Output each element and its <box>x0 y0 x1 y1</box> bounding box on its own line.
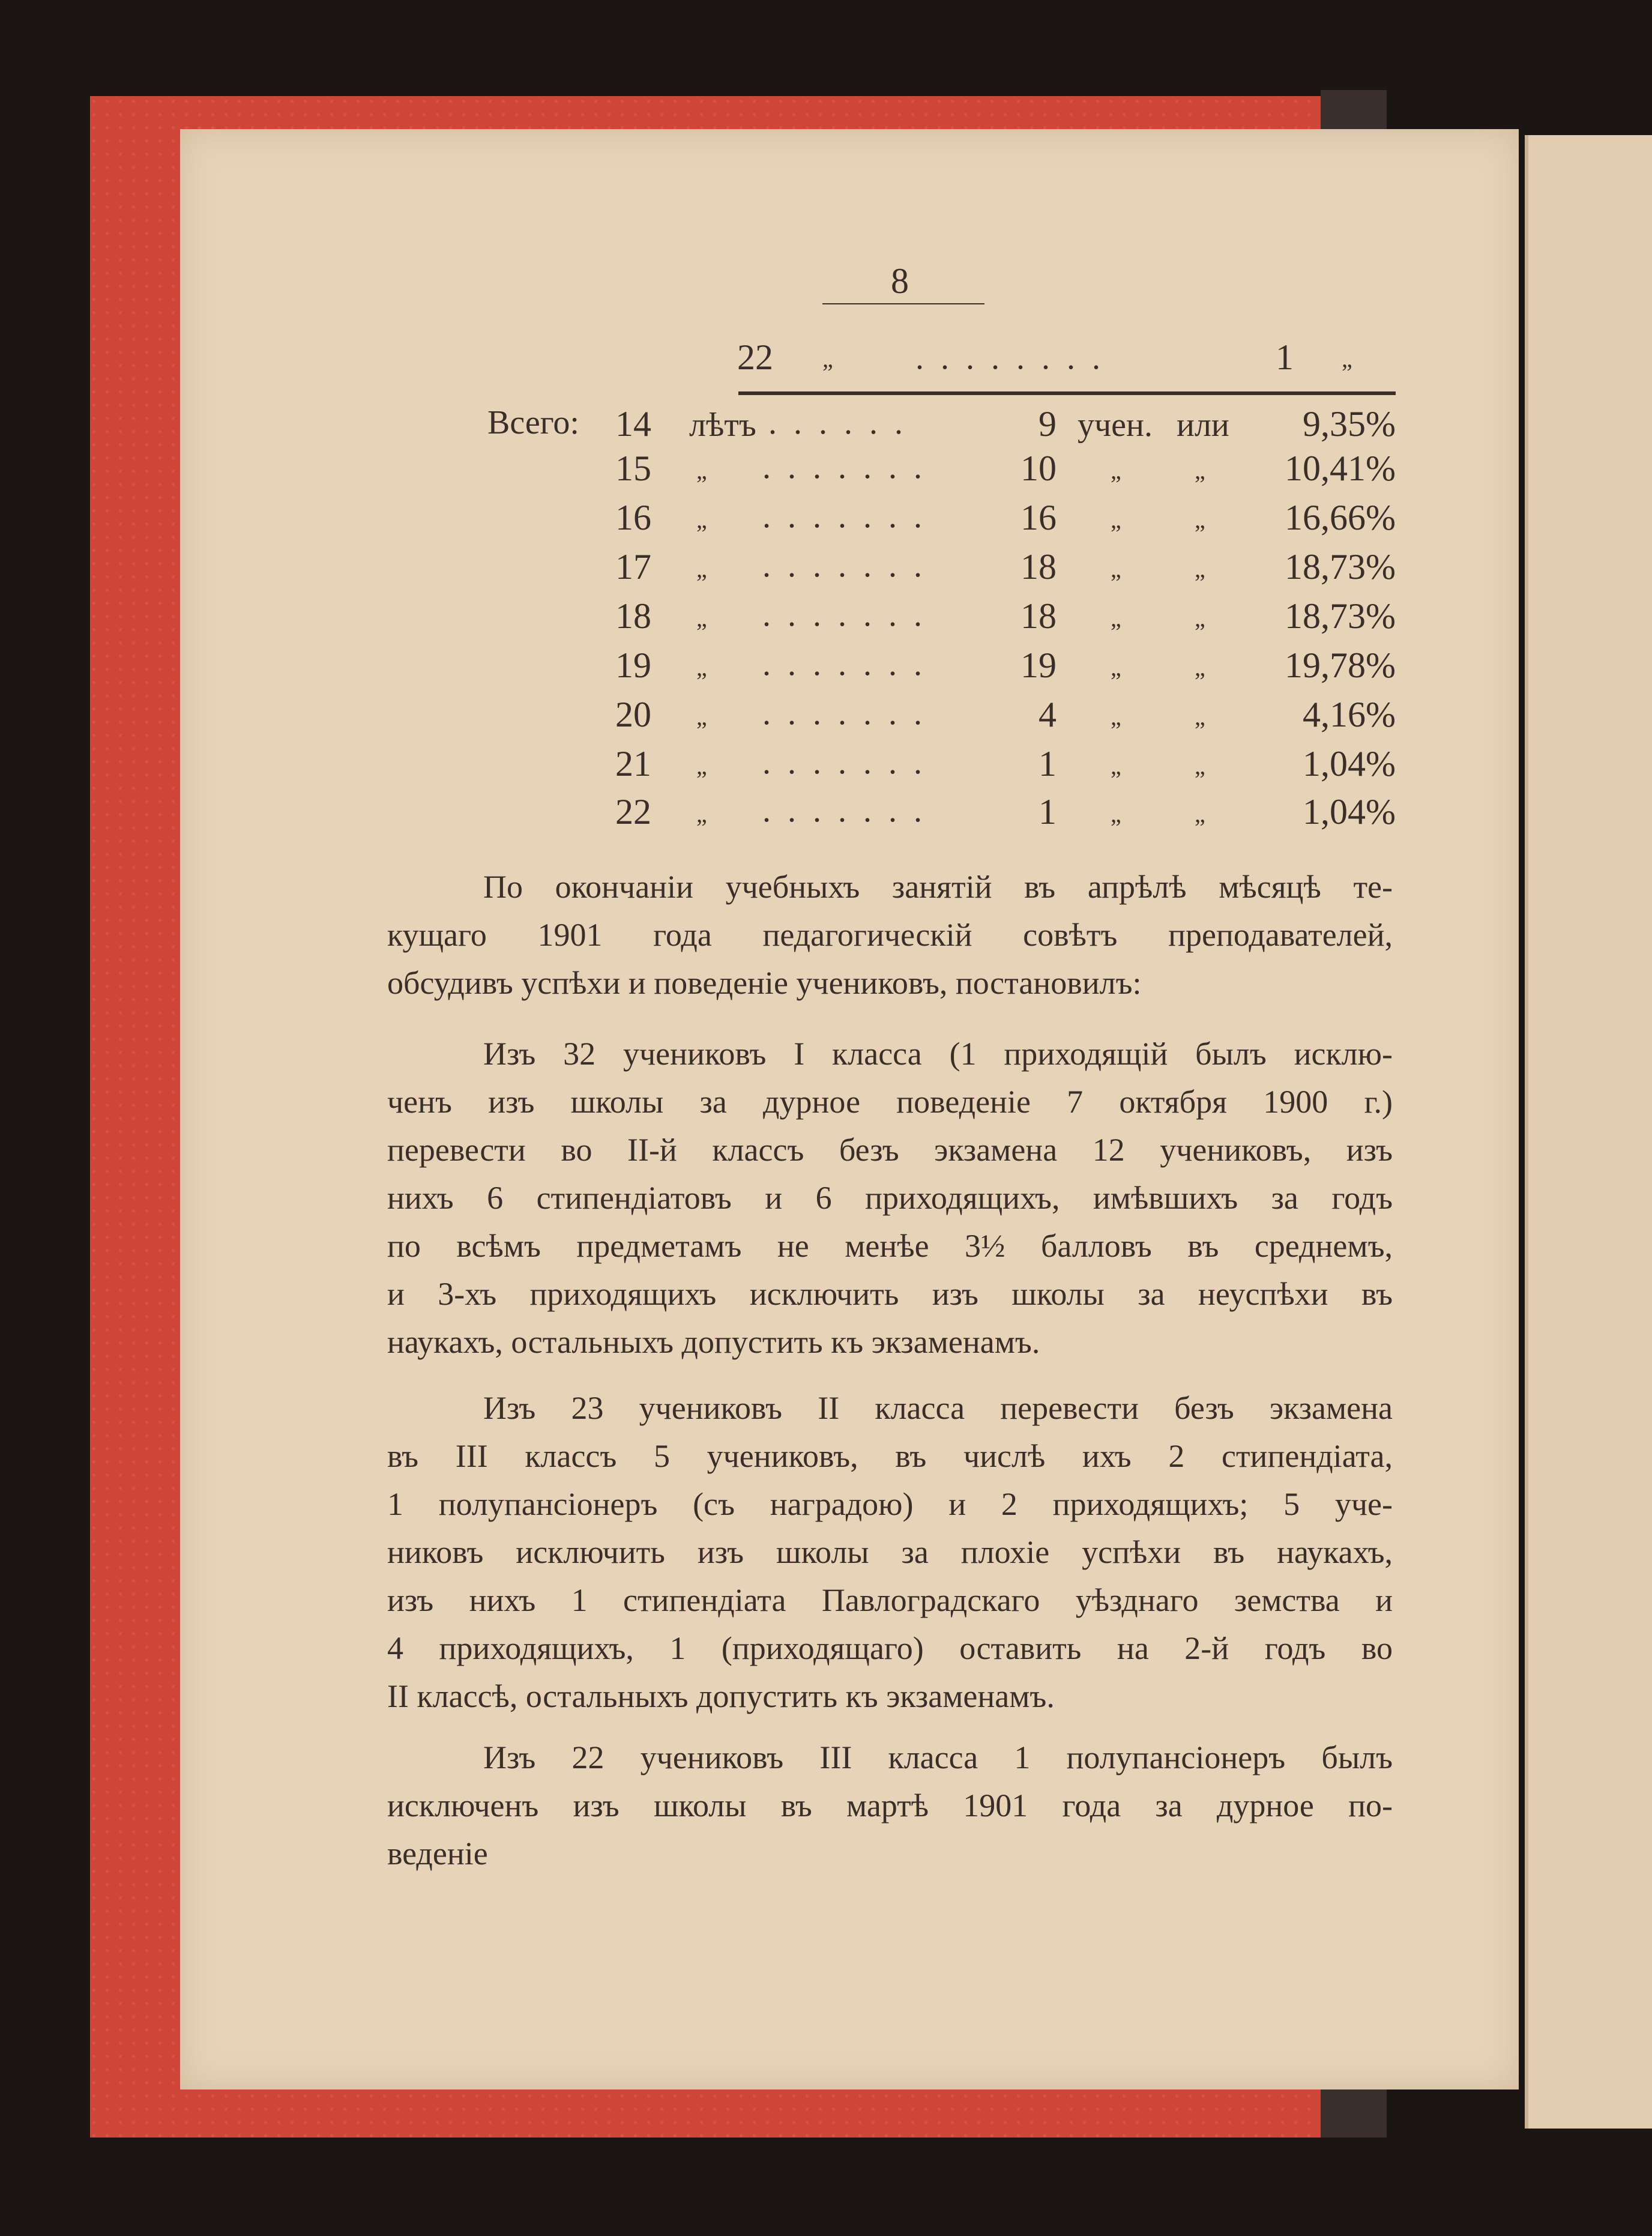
count-cell: 18 <box>1020 596 1057 636</box>
text-line: 1 полупансіонеръ (съ наградою) и 2 приходящихъ; 5 уче- <box>387 1486 1393 1522</box>
or-label: „ <box>1195 555 1205 582</box>
or-label: или <box>1177 406 1229 444</box>
unit-label: „ <box>1111 800 1121 827</box>
age-cell: 22 <box>615 792 651 832</box>
carry-ditto-2: „ <box>1342 345 1352 372</box>
age-cell: 17 <box>615 547 651 587</box>
count-cell: 4 <box>1039 695 1057 734</box>
leader-dots: ....... <box>762 498 939 535</box>
unit-cell: „ <box>696 654 707 681</box>
page-number: 8 <box>891 261 909 301</box>
percent-cell: 16,66% <box>1285 498 1396 537</box>
age-cell: 15 <box>615 449 651 488</box>
count-cell: 19 <box>1020 645 1057 685</box>
leader-dots: ....... <box>762 792 939 829</box>
text-line: ченъ изъ школы за дурное поведеніе 7 октября 1900 г.) <box>387 1084 1393 1120</box>
unit-label: „ <box>1111 605 1121 632</box>
unit-cell: „ <box>696 703 707 730</box>
adjacent-page-edge <box>1525 135 1652 2129</box>
unit-cell: „ <box>696 506 707 533</box>
leader-dots: ....... <box>762 547 939 584</box>
unit-cell: лѣтъ <box>689 406 756 444</box>
or-label: „ <box>1195 605 1205 632</box>
leader-dots: ....... <box>762 449 939 486</box>
text-line: перевести во II-й классъ безъ экзамена 12 учениковъ, изъ <box>387 1132 1393 1168</box>
sum-rule <box>738 391 1396 395</box>
count-cell: 9 <box>1039 404 1057 444</box>
leader-dots: ....... <box>762 695 939 732</box>
count-cell: 18 <box>1020 547 1057 587</box>
unit-label: „ <box>1111 506 1121 533</box>
unit-label: „ <box>1111 703 1121 730</box>
count-cell: 1 <box>1039 744 1057 784</box>
carry-age: 22 <box>737 337 773 377</box>
leader-dots: ....... <box>762 744 939 781</box>
unit-label: „ <box>1111 555 1121 582</box>
unit-cell: „ <box>696 800 707 827</box>
age-cell: 20 <box>615 695 651 734</box>
percent-cell: 19,78% <box>1285 645 1396 685</box>
unit-label: „ <box>1111 654 1121 681</box>
unit-cell: „ <box>696 752 707 779</box>
text-line: исключенъ изъ школы въ мартѣ 1901 года за дурное по- <box>387 1787 1393 1824</box>
unit-cell: „ <box>696 555 707 582</box>
leader-dots: ....... <box>762 645 939 683</box>
percent-cell: 9,35% <box>1303 404 1396 444</box>
age-cell: 18 <box>615 596 651 636</box>
text-line: изъ нихъ 1 стипендіата Павлоградскаго уѣзднаго земства и <box>387 1582 1393 1618</box>
text-line: нихъ 6 стипендіатовъ и 6 приходящихъ, имѣвшихъ за годъ <box>387 1180 1393 1216</box>
percent-cell: 1,04% <box>1303 792 1396 832</box>
or-label: „ <box>1195 506 1205 533</box>
age-cell: 21 <box>615 744 651 784</box>
percent-cell: 18,73% <box>1285 547 1396 587</box>
percent-cell: 1,04% <box>1303 744 1396 784</box>
unit-cell: „ <box>696 605 707 632</box>
page-number-rule <box>822 303 984 304</box>
text-line: въ III классъ 5 учениковъ, въ числѣ ихъ 2 стипендіата, <box>387 1438 1393 1474</box>
or-label: „ <box>1195 654 1205 681</box>
count-cell: 16 <box>1020 498 1057 537</box>
age-cell: 16 <box>615 498 651 537</box>
total-label: Всего: <box>487 404 579 441</box>
leader-dots: ...... <box>768 404 920 441</box>
text-line: II классѣ, остальныхъ допустить къ экзаменамъ. <box>387 1678 1055 1714</box>
carry-dots: ........ <box>915 339 1117 376</box>
text-line: кущаго 1901 года педагогическій совѣтъ преподавателей, <box>387 917 1393 953</box>
carry-ditto: „ <box>822 345 833 372</box>
leader-dots: ....... <box>762 596 939 633</box>
unit-label: учен. <box>1078 406 1153 444</box>
percent-cell: 4,16% <box>1303 695 1396 734</box>
text-line: и 3-хъ приходящихъ исключить изъ школы за неуспѣхи въ <box>387 1276 1393 1312</box>
unit-label: „ <box>1111 457 1121 484</box>
or-label: „ <box>1195 800 1205 827</box>
text-line: По окончаніи учебныхъ занятій въ апрѣлѣ мѣсяцѣ те- <box>483 869 1393 905</box>
unit-label: „ <box>1111 752 1121 779</box>
text-line: Изъ 32 учениковъ I класса (1 приходящій былъ исклю- <box>483 1036 1393 1072</box>
or-label: „ <box>1195 703 1205 730</box>
count-cell: 10 <box>1020 449 1057 488</box>
or-label: „ <box>1195 752 1205 779</box>
percent-cell: 18,73% <box>1285 596 1396 636</box>
or-label: „ <box>1195 457 1205 484</box>
text-line: по всѣмъ предметамъ не менѣе 3½ балловъ въ среднемъ, <box>387 1228 1393 1264</box>
text-line: Изъ 22 учениковъ III класса 1 полупансіонеръ былъ <box>483 1739 1393 1775</box>
text-line: Изъ 23 учениковъ II класса перевести безъ экзамена <box>483 1390 1393 1426</box>
percent-cell: 10,41% <box>1285 449 1396 488</box>
unit-cell: „ <box>696 457 707 484</box>
count-cell: 1 <box>1039 792 1057 832</box>
text-line: никовъ исключить изъ школы за плохіе успѣхи въ наукахъ, <box>387 1534 1393 1570</box>
age-cell: 19 <box>615 645 651 685</box>
carry-count: 1 <box>1276 337 1294 377</box>
text-line: веденіе <box>387 1836 488 1872</box>
age-cell: 14 <box>615 404 651 444</box>
text-line: наукахъ, остальныхъ допустить къ экзаменамъ. <box>387 1324 1040 1360</box>
text-line: 4 приходящихъ, 1 (приходящаго) оставить на 2-й годъ во <box>387 1630 1393 1666</box>
text-line: обсудивъ успѣхи и поведеніе учениковъ, постановилъ: <box>387 965 1142 1001</box>
